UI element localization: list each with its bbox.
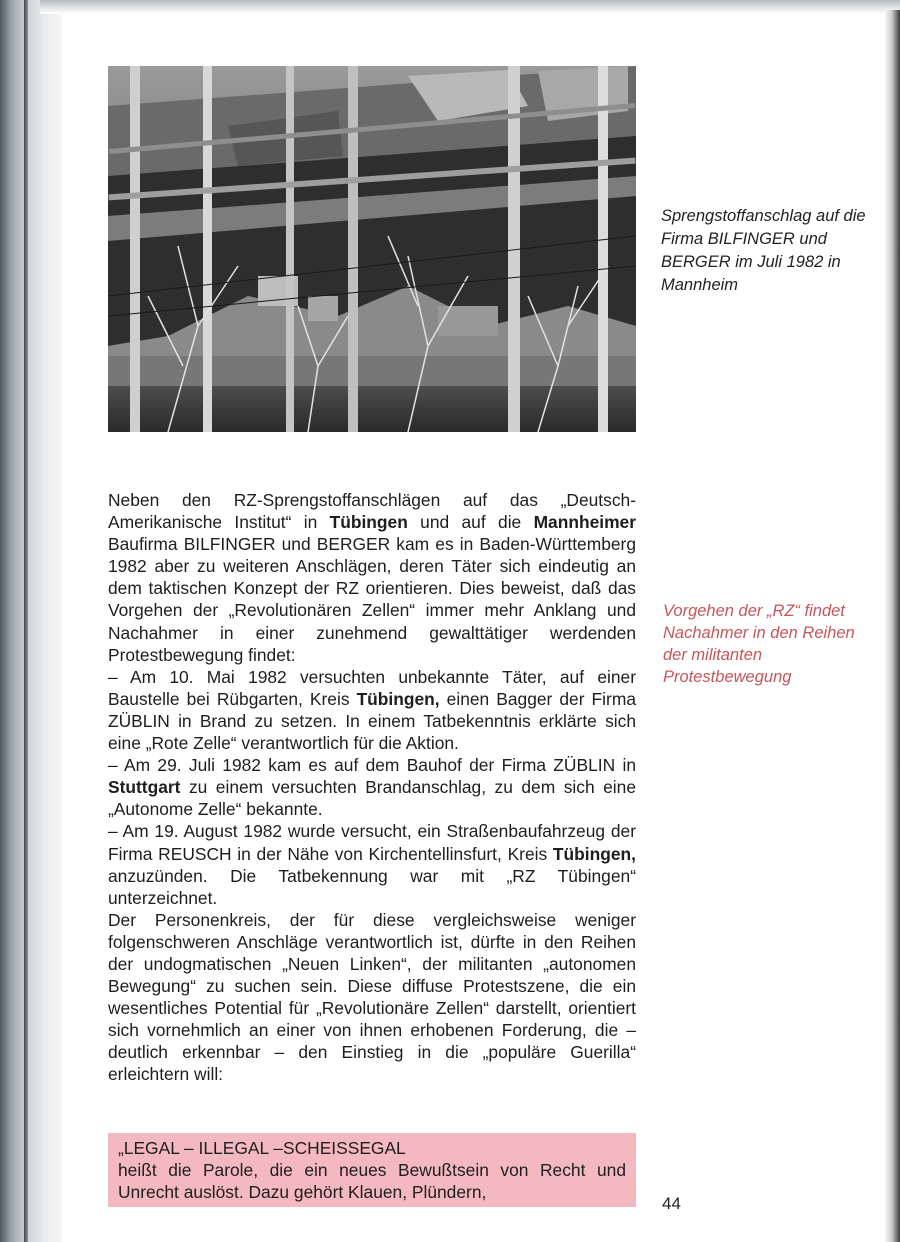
page-top-edge: [40, 0, 900, 14]
page-number: 44: [662, 1194, 681, 1213]
highlighted-quote-box: [108, 1133, 636, 1207]
intro-bold-mannheimer: Mannheimer: [533, 512, 636, 533]
quote-slogan: „LEGAL – ILLEGAL –SCHEISSEGAL: [118, 1138, 406, 1158]
intro-text-2: und auf die: [407, 512, 534, 533]
list-item-mai-bold: Tübingen,: [356, 688, 440, 709]
list-item-mai-text-2: einen Bagger der Firma ZÜBLIN in Brand zu setzen. In einem Tatbekenntnis erklärte sich eine „Rote Zelle“ verantwortlich für die Aktion.: [108, 688, 636, 754]
book-binding-edge: [0, 0, 62, 1242]
page-right-edge: [884, 10, 900, 1242]
intro-paragraph: [108, 489, 636, 666]
list-item-mai: [108, 666, 636, 754]
intro-text-1: Neben den RZ-Sprengstoffanschlägen auf das „Deutsch-Amerikanische Institut“ in: [108, 490, 636, 533]
closing-paragraph: Der Personenkreis, der für diese vergleichsweise weniger folgenschweren Anschläge verantwortlich ist, dürfte in den Reihen der undogmatischen „Neuen Linken“, der militanten „autonomen Bewegung“ zu suchen sein. Diese diffuse Protestszene, die ein wesentliches Potential für „Revolutionäre Zellen“ darstellt, orientiert sich vornehmlich an einer von ihnen erhobenen Forderung, die – deutlich erkennbar – den Einstieg in die „populäre Guerilla“ erleichtern will:: [108, 909, 636, 1085]
photo-bombed-building: [108, 66, 636, 432]
photo-caption: Sprengstoffanschlag auf die Firma BILFINGER und BERGER im Juli 1982 in Mannheim: [661, 207, 866, 294]
list-item-juli-text-2: zu einem versuchten Brandanschlag, zu dem sich eine „Autonome Zelle“ bekannte.: [108, 777, 636, 820]
margin-note: Vorgehen der „RZ“ findet Nachahmer in den Reihen der militanten Protestbewegung: [663, 602, 855, 686]
main-text: [108, 489, 636, 1086]
list-item-mai-text-1: – Am 10. Mai 1982 versuchten unbekannte Täter, auf einer Baustelle bei Rübgarten, Kreis: [108, 666, 636, 709]
list-item-juli: [108, 754, 636, 820]
list-item-juli-bold: Stuttgart: [108, 777, 181, 798]
list-item-juli-text-1: – Am 29. Juli 1982 kam es auf dem Bauhof der Firma ZÜBLIN in: [108, 755, 636, 776]
list-item-august-bold: Tübingen,: [552, 843, 636, 864]
list-item-august-text-1: – Am 19. August 1982 wurde versucht, ein Straßenbaufahrzeug der Firma REUSCH in der Nähe von Kirchentellinsfurt, Kreis: [108, 821, 636, 864]
quote-continuation: heißt die Parole, die ein neues Bewußtsein von Recht und Unrecht auslöst. Dazu gehört Klauen, Plündern,: [118, 1160, 626, 1203]
list-item-august: [108, 820, 636, 908]
intro-bold-tuebingen: Tübingen: [329, 512, 408, 533]
list-item-august-text-2: anzuzünden. Die Tatbekennung war mit „RZ Tübingen“ unterzeichnet.: [108, 865, 636, 908]
intro-text-3: Baufirma BILFINGER und BERGER kam es in Baden-Württemberg 1982 aber zu weiteren Anschlägen, deren Täter sich eindeutig an dem taktischen Konzept der RZ orientieren. Dies beweist, daß das Vorgehen der „Revolutionären Zellen“ immer mehr Anklang und Nachahmer in einer zunehmend gewalttätiger werdenden Protestbewegung findet:: [108, 534, 636, 665]
photo-illustration: [108, 66, 636, 432]
